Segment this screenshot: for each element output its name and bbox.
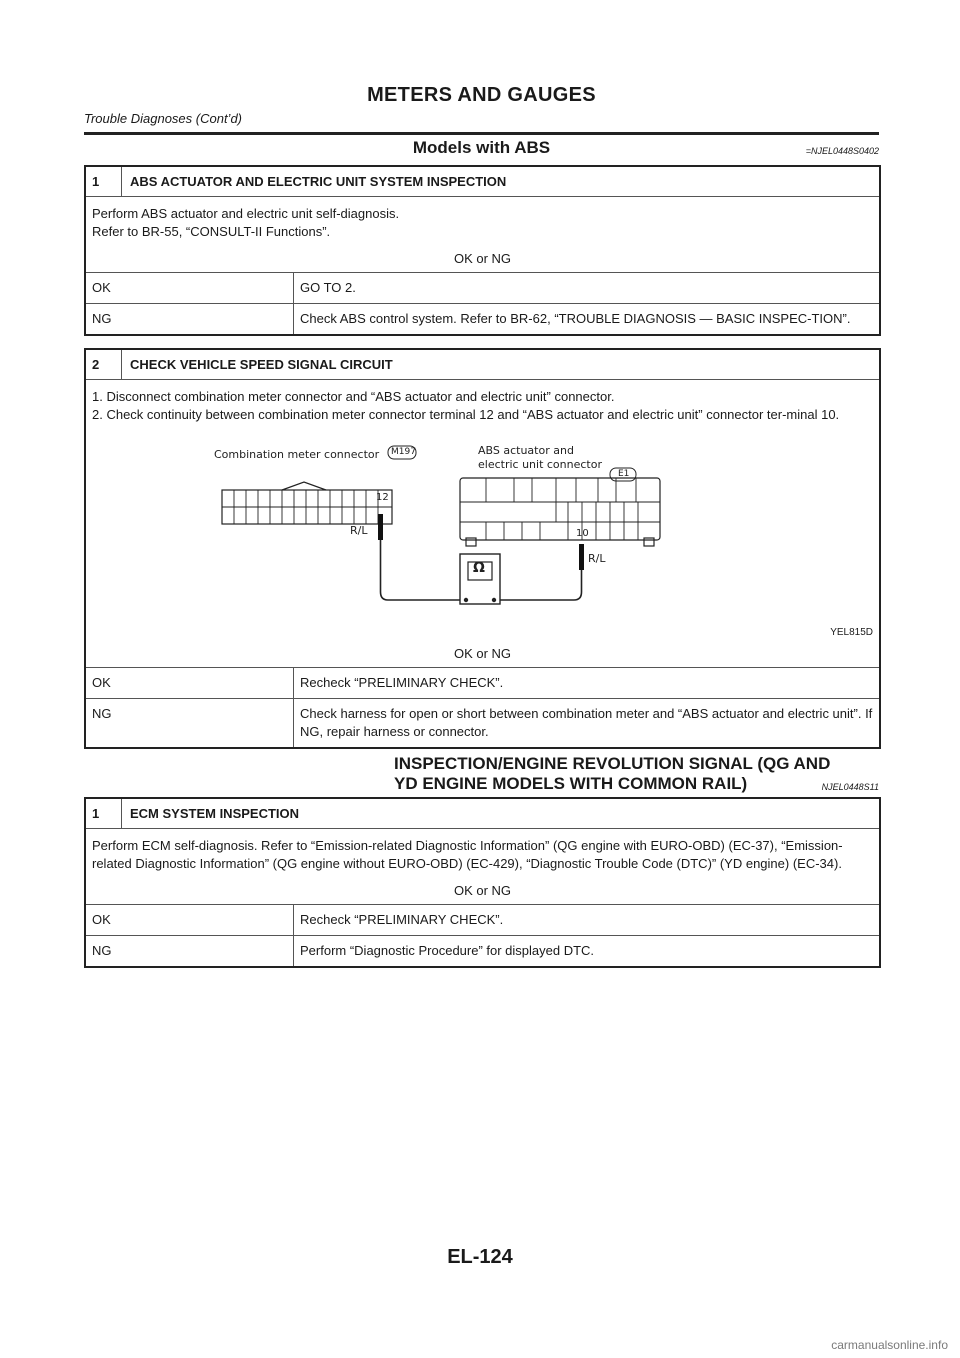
section-title: Models with ABS <box>412 138 551 157</box>
result-key: OK <box>92 912 111 927</box>
right-connector-label-1: ABS actuator and <box>478 444 574 457</box>
step-title: CHECK VEHICLE SPEED SIGNAL CIRCUIT <box>130 357 393 372</box>
step-header <box>86 350 879 380</box>
section-heading-models-with-abs <box>84 138 879 158</box>
step-header <box>86 167 879 197</box>
instruction-line: Perform ABS actuator and electric unit self-diagnosis. <box>92 206 400 221</box>
result-action: Perform “Diagnostic Procedure” for displayed DTC. <box>293 936 879 966</box>
left-connector-label: Combination meter connector <box>214 448 380 461</box>
step-box-ecm-system <box>84 797 881 968</box>
right-wire-color: R/L <box>588 552 606 565</box>
left-connector-id: M197 <box>391 447 416 457</box>
section-title-line: YD ENGINE MODELS WITH COMMON RAIL) <box>394 774 748 793</box>
left-test-lead <box>381 540 467 600</box>
page-header <box>84 84 879 126</box>
result-key: OK <box>92 675 111 690</box>
section-title-line: INSPECTION/ENGINE REVOLUTION SIGNAL (QG AND <box>394 754 831 773</box>
right-connector-id: E1 <box>618 469 630 479</box>
result-action: Recheck “PRELIMINARY CHECK”. <box>293 905 879 935</box>
step-number: 1 <box>86 799 122 828</box>
result-action: Check ABS control system. Refer to BR-62, “TROUBLE DIAGNOSIS — BASIC INSPEC-TION”. <box>293 304 879 334</box>
result-row-ng <box>86 935 879 966</box>
result-row-ng <box>86 303 879 334</box>
step-header <box>86 799 879 829</box>
step-instructions <box>86 380 879 430</box>
result-action: Recheck “PRELIMINARY CHECK”. <box>293 668 879 698</box>
step-box-abs-actuator <box>84 165 881 336</box>
instruction-line: 2. Check continuity between combination meter connector terminal 12 and “ABS actuator and electric unit” connector ter-minal 10. <box>92 407 840 422</box>
ok-or-ng-label: OK or NG <box>453 251 512 266</box>
right-test-lead <box>494 570 582 600</box>
page-subtitle: Trouble Diagnoses (Cont’d) <box>84 111 242 126</box>
abs-actuator-connector <box>460 478 660 546</box>
step-instructions <box>86 197 879 247</box>
right-terminal-number: 10 <box>576 528 589 539</box>
step-box-vehicle-speed-signal <box>84 348 881 749</box>
step-title: ABS ACTUATOR AND ELECTRIC UNIT SYSTEM INSPECTION <box>130 174 507 189</box>
ok-or-ng-label: OK or NG <box>453 646 512 661</box>
result-action: GO TO 2. <box>293 273 879 303</box>
right-connector-label-2: electric unit connector <box>478 458 602 471</box>
step-number: 1 <box>86 167 122 196</box>
left-probe-tip <box>378 514 383 540</box>
section-ref-code: NJEL0448S11 <box>821 782 879 792</box>
result-key: NG <box>92 706 112 721</box>
result-row-ok <box>86 667 879 698</box>
result-key: NG <box>92 943 112 958</box>
result-row-ok <box>86 272 879 303</box>
result-row-ng <box>86 698 879 747</box>
section-ref-code: =NJEL0448S0402 <box>805 146 879 156</box>
right-probe-tip <box>579 544 584 570</box>
step-number: 2 <box>86 350 122 379</box>
ok-or-ng-label: OK or NG <box>453 883 512 898</box>
result-key: NG <box>92 311 112 326</box>
ohmmeter-terminal <box>492 598 496 602</box>
figure-id: YEL815D <box>830 627 873 638</box>
ohm-symbol: Ω <box>473 560 485 576</box>
left-wire-color: R/L <box>350 524 368 537</box>
section-heading-engine-revolution <box>84 754 879 794</box>
left-terminal-number: 12 <box>376 492 389 503</box>
result-row-ok <box>86 904 879 935</box>
result-key: OK <box>92 280 111 295</box>
instruction-paragraph: Perform ECM self-diagnosis. Refer to “Emission-related Diagnostic Information” (QG engine with EURO-OBD) (EC-37), “Emission-related Diagnostic Information” (QG engine without EURO-OBD) (EC-429), “Diagnostic Trouble Code (DTC)” (YD engine) (EC-34). <box>92 838 843 871</box>
ohmmeter-terminal <box>464 598 468 602</box>
page-title: METERS AND GAUGES <box>367 84 596 106</box>
result-action: Check harness for open or short between combination meter and “ABS actuator and electric unit”. If NG, repair harness or connector. <box>293 699 879 747</box>
combination-meter-connector <box>222 482 392 524</box>
instruction-line: 1. Disconnect combination meter connector and “ABS actuator and electric unit” connector. <box>92 389 615 404</box>
step-title: ECM SYSTEM INSPECTION <box>130 806 300 821</box>
step-instructions <box>86 829 879 879</box>
header-rule <box>84 132 879 135</box>
connector-diagram-svg <box>86 442 879 642</box>
watermark: carmanualsonline.info <box>831 1338 948 1352</box>
connector-diagram <box>86 442 879 642</box>
page-number: EL-124 <box>447 1246 513 1268</box>
instruction-line: Refer to BR-55, “CONSULT-II Functions”. <box>92 224 331 239</box>
